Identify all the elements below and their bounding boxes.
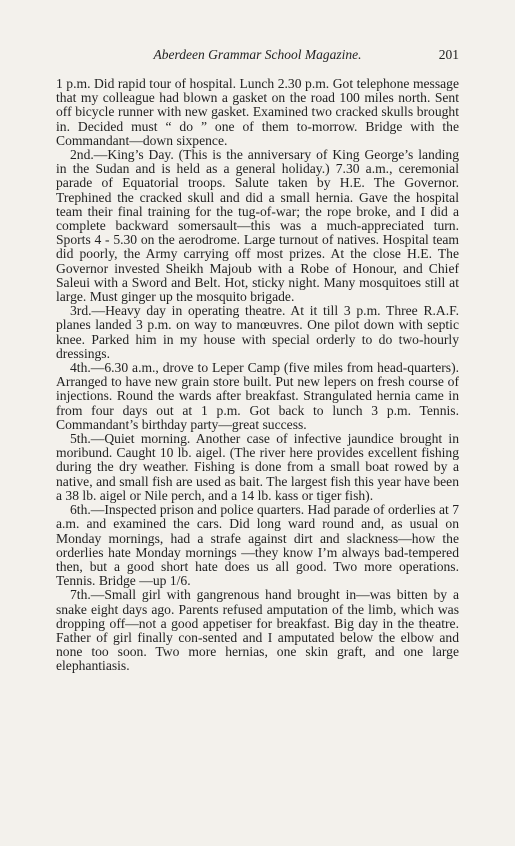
paragraph: 2nd.—King’s Day. (This is the anniversary of King George’s landing in the Sudan and is held as a general holiday.) 7.30 a.m., ceremonial parade of Equatorial troops. Salute taken by H.E. The Governor. Trephined the cracked skull and did a small hernia. Gave the hospital team their final training for the tug-of-war; the rope broke, and I did a complete backward somersault—this was a much-appreciated turn. Sports 4 - 5.30 on the aerodrome. Large turnout of natives. Hospital team did poorly, the Army carrying off most prizes. At the close H.E. The Governor invested Sheikh Majoub with a Robe of Honour, and Chief Saleui with a Sword and Belt. Hot, sticky night. Many mosquitoes still at large. Must ginger up the mosquito brigade.	[56, 147, 459, 305]
paragraph: 5th.—Quiet morning. Another case of infective jaundice brought in moribund. Caught 10 lb. aigel. (The river here provides excellent fishing during the dry weather. Fishing is done from a small boat rowed by a native, and small fish are used as bait. The largest fish this year have been a 38 lb. aigel or Nile perch, and a 14 lb. kass or tiger fish).	[56, 431, 459, 503]
body-text	[56, 77, 459, 674]
running-title: Aberdeen Grammar School Magazine.	[153, 47, 362, 62]
page-number: 201	[438, 47, 459, 62]
footer-mark	[56, 833, 62, 836]
paragraph: 7th.—Small girl with gangrenous hand brought in—was bitten by a snake eight days ago. Parents refused amputation of the limb, which was dropping off—not a good appetiser for breakfast. Big day in the theatre. Father of girl finally con-sented and I amputated below the elbow and none too soon. Two more hernias, one skin graft, and one large elephantiasis.	[56, 587, 459, 674]
paragraph: 1 p.m. Did rapid tour of hospital. Lunch 2.30 p.m. Got telephone message that my colleague had blown a gasket on the road 100 miles north. Sent off bicycle runner with new gasket. Examined two cracked skulls brought in. Decided must “ do ” one of them to-morrow. Bridge with the Commandant—down sixpence.	[56, 76, 459, 148]
paragraph: 4th.—6.30 a.m., drove to Leper Camp (five miles from head-quarters). Arranged to have new grain store built. Put new lepers on fresh course of injections. Round the wards after breakfast. Strangulated hernia came in from four days out at 1 p.m. Got back to lunch 3 p.m. Tennis. Commandant’s birthday party—great success.	[56, 360, 459, 432]
running-head	[56, 47, 459, 65]
paragraph: 6th.—Inspected prison and police quarters. Had parade of orderlies at 7 a.m. and examined the cars. Did long ward round and, as usual on Monday mornings, had a strafe against dirt and slackness—how the orderlies hate Monday mornings —they know I’m always bad-tempered then, but a good short hate does us all good. Two more operations. Tennis. Bridge —up 1/6.	[56, 502, 459, 589]
paragraph: 3rd.—Heavy day in operating theatre. At it till 3 p.m. Three R.A.F. planes landed 3 p.m. on way to manœuvres. One pilot down with septic knee. Parked him in my house with special orderly to do two-hourly dressings.	[56, 303, 459, 361]
